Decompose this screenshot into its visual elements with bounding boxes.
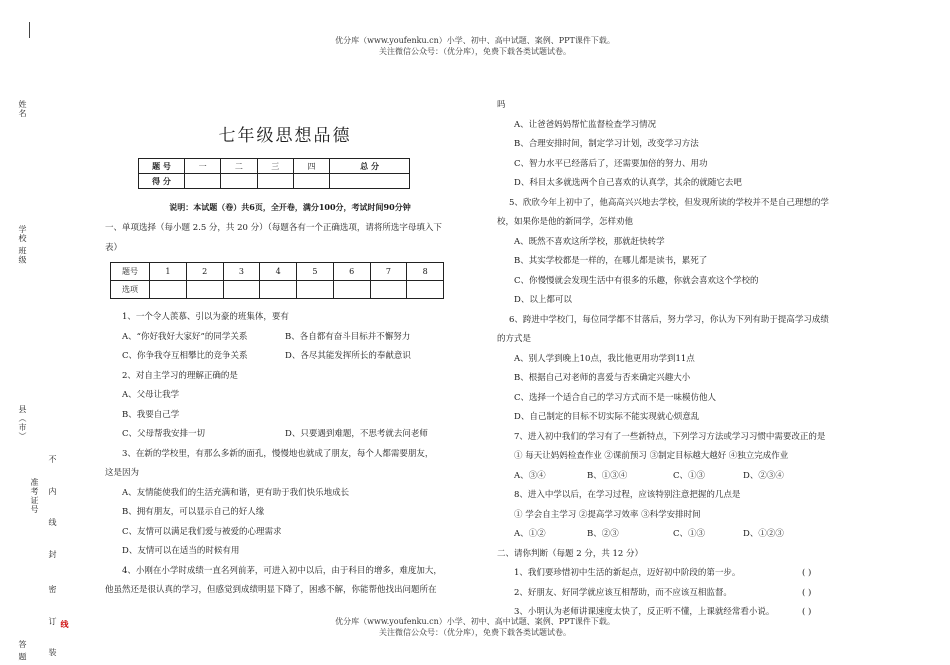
school-class-label: 学校 班级 <box>18 225 27 265</box>
answer-header-label: 题号 <box>111 263 150 281</box>
answer-row-label: 选项 <box>111 281 150 299</box>
seal-red-mark: 线 <box>60 620 70 629</box>
q6-option-b[interactable]: B、根据自己对老师的喜爱与否来确定兴趣大小 <box>514 373 691 383</box>
q4-option-b[interactable]: B、合理安排时间，制定学习计划，改变学习方法 <box>514 139 699 149</box>
q2-stem: 2、对自主学习的理解正确的是 <box>122 370 238 381</box>
seal-char-4: 封 <box>48 550 57 559</box>
answer-header-2: 2 <box>186 263 223 281</box>
left-questions <box>105 308 460 601</box>
q1-row1 <box>105 328 460 348</box>
q1-option-a[interactable]: A、“你好我好大家好”的同学关系 <box>122 331 248 342</box>
q3-option-c[interactable]: C、友情可以满足我们爱与被爱的心理需求 <box>122 526 282 537</box>
q3-option-b[interactable]: B、拥有朋友，可以显示自己的好人缘 <box>122 507 265 517</box>
seal-char-7: 装 <box>48 648 57 657</box>
score-cell-label: 题 号 <box>139 159 185 174</box>
q8-option-d[interactable]: D、①②③ <box>743 529 784 539</box>
q7-option-b[interactable]: B、①③④ <box>587 470 628 481</box>
answer-header-7: 7 <box>370 263 407 281</box>
page-header <box>0 35 950 57</box>
q8-items: ① 学会自主学习 ②提高学习效率 ③科学安排时间 <box>514 509 701 520</box>
corner-tick <box>29 22 30 38</box>
header-line-2: 关注微信公众号：（优分库），免费下载各类试题试卷。 <box>379 47 571 56</box>
score-cell-2: 二 <box>221 159 257 174</box>
q6-stem-cont: 的方式是 <box>497 334 532 344</box>
seal-char-1: 不 <box>48 455 57 464</box>
score-input-2[interactable] <box>221 174 257 189</box>
judge-item-1 <box>497 564 857 584</box>
q5-stem-cont: 校，如果你是他的新同学，怎样劝他 <box>497 217 634 227</box>
q6-option-c[interactable]: C、选择一个适合自己的学习方式而不是一味模仿他人 <box>514 392 717 403</box>
q5-option-d[interactable]: D、以上都可以 <box>514 295 572 305</box>
answer-header-8: 8 <box>407 263 444 281</box>
q1-option-c[interactable]: C、你争我夺互相攀比的竞争关系 <box>122 351 248 361</box>
answer-input-1[interactable] <box>150 281 187 299</box>
q1-row2 <box>105 347 460 367</box>
q2-option-a[interactable]: A、父母让我学 <box>122 390 180 400</box>
q3-stem-cont: 这是因为 <box>105 468 140 478</box>
header-line-1: 优分库（www.youfenku.cn）小学、初中、高中试题、案例、PPT课件下载。 <box>335 36 615 45</box>
score-input-3[interactable] <box>257 174 293 189</box>
score-input-4[interactable] <box>293 174 329 189</box>
score-input-1[interactable] <box>185 174 221 189</box>
answer-header-1: 1 <box>150 263 187 281</box>
q5-stem: 5、欣欣今年上初中了，他高高兴兴地去学校，但发现所读的学校并不是自己理想的学 <box>509 197 829 208</box>
q3-stem: 3、在新的学校里，有那么多新的面孔，慢慢地也就成了朋友，每个人都需要朋友， <box>122 448 434 459</box>
q5-option-a[interactable]: A、既然不喜欢这所学校，那就赶快转学 <box>514 236 665 247</box>
answer-table <box>110 262 444 299</box>
name-label: 姓名 <box>18 100 27 118</box>
q2-option-c[interactable]: C、父母帮我安排一切 <box>122 429 206 439</box>
q3-option-a[interactable]: A、友情能使我们的生活充满和谐，更有助于我们快乐地成长 <box>122 487 350 498</box>
q4-option-a[interactable]: A、让爸爸妈妈帮忙监督检查学习情况 <box>514 119 657 130</box>
q8-stem: 8、进入中学以后，在学习过程，应该特别注意把握的几点是 <box>514 490 741 500</box>
exam-number-label: 准考证号 <box>30 478 39 514</box>
q7-option-c[interactable]: C、①③ <box>673 470 706 481</box>
answer-table-option-row <box>111 281 444 299</box>
q7-option-a[interactable]: A、③④ <box>514 470 546 481</box>
q3-option-d[interactable]: D、友情可以在适当的时候有用 <box>122 546 240 556</box>
q5-option-c[interactable]: C、你慢慢就会发现生活中有很多的乐趣，你就会喜欢这个学校的 <box>514 275 759 286</box>
score-cell-4: 四 <box>293 159 329 174</box>
footer-line-2: 关注微信公众号：（优分库），免费下载各类试题试卷。 <box>379 628 571 637</box>
q4-stem-end: 吗 <box>497 100 506 110</box>
q4-stem-cont: 他虽然还是很认真的学习，但感觉到成绩明显下降了，困惑不解，你能帮他找出问题所在 <box>105 585 437 595</box>
q6-option-a[interactable]: A、别人学到晚上10点，我比他更用功学到11点 <box>514 353 695 364</box>
judge-item-1-text: 1、我们要珍惜初中生活的新起点，迈好初中阶段的第一步。 <box>514 568 741 578</box>
score-table-score-row <box>139 174 410 189</box>
judge-item-3-text: 3、小明认为老师讲课速度太快了，反正听不懂，上课就经常看小说。 <box>514 607 775 617</box>
section2-heading: 二、请你判断（每题 2 分，共 12 分） <box>497 548 644 559</box>
q7-stem: 7、进入初中我们的学习有了一些新特点，下列学习方法或学习习惯中需要改正的是 <box>514 431 826 442</box>
score-table-header-row <box>139 159 410 174</box>
right-column <box>497 96 857 623</box>
q4-option-d[interactable]: D、科目太多就选两个自己喜欢的认真学，其余的就随它去吧 <box>514 178 742 188</box>
answer-input-2[interactable] <box>186 281 223 299</box>
q4-stem: 4、小刚在小学时成绩一直名列前茅，可进入初中以后，由于科目的增多，难度加大， <box>122 565 442 576</box>
q7-option-d[interactable]: D、②③④ <box>743 470 784 481</box>
score-table <box>138 158 410 189</box>
judge-item-2 <box>497 584 857 604</box>
page-footer <box>0 616 950 638</box>
county-label: 县（市） <box>18 405 27 441</box>
q8-option-c[interactable]: C、①③ <box>673 529 706 539</box>
exam-title: 七年级思想品德 <box>218 126 352 146</box>
score-row-label: 得 分 <box>139 174 185 189</box>
answer-header-6: 6 <box>333 263 370 281</box>
judge-answer-2[interactable]: ( ) <box>802 587 812 598</box>
q7-items: ① 每天让妈妈检查作业 ②课前预习 ③制定目标越大越好 ④独立完成作业 <box>514 451 789 461</box>
judge-answer-3[interactable]: ( ) <box>802 607 812 617</box>
footer-line-1: 优分库（www.youfenku.cn）小学、初中、高中试题、案例、PPT课件下载。 <box>335 617 615 626</box>
q1-option-b[interactable]: B、各自都有奋斗目标并不懈努力 <box>285 331 411 342</box>
q2-row2 <box>105 425 460 445</box>
answer-header-5: 5 <box>297 263 334 281</box>
judge-item-2-text: 2、好朋友、好同学就应该互相帮助，而不应该互相监督。 <box>514 587 732 598</box>
q2-option-d[interactable]: D、只要遇到难题，不思考就去问老师 <box>285 429 428 439</box>
q6-stem: 6、跨进中学校门，每位同学都不甘落后，努力学习，你认为下列有助于提高学习成绩 <box>509 314 829 325</box>
answer-input-8[interactable] <box>407 281 444 299</box>
seal-char-6: 订 <box>48 617 57 626</box>
seal-char-2: 内 <box>48 487 57 496</box>
answer-header-4: 4 <box>260 263 297 281</box>
seal-line <box>48 0 58 665</box>
answer-input-6[interactable] <box>333 281 370 299</box>
seal-char-3: 线 <box>48 518 57 527</box>
score-cell-total: 总 分 <box>330 159 410 174</box>
score-cell-1: 一 <box>185 159 221 174</box>
q1-option-d[interactable]: D、各尽其能发挥所长的奉献意识 <box>285 351 411 361</box>
left-column <box>105 219 460 258</box>
seal-char-5: 密 <box>48 585 57 594</box>
answer-header-3: 3 <box>223 263 260 281</box>
answer-input-3[interactable] <box>223 281 260 299</box>
q1-stem: 1、一个令人羡慕、引以为豪的班集体，要有 <box>122 312 289 322</box>
q2-option-b[interactable]: B、我要自己学 <box>122 409 180 420</box>
score-cell-3: 三 <box>257 159 293 174</box>
q4-option-c[interactable]: C、智力水平已经落后了，还需要加倍的努力、用功 <box>514 158 708 169</box>
answer-input-7[interactable] <box>370 281 407 299</box>
score-input-total[interactable] <box>330 174 410 189</box>
q6-option-d[interactable]: D、自己制定的目标不切实际不能实现就心烦意乱 <box>514 412 700 422</box>
answer-input-4[interactable] <box>260 281 297 299</box>
q8-option-b[interactable]: B、②③ <box>587 529 619 539</box>
q8-options-row <box>497 525 857 545</box>
q5-option-b[interactable]: B、其实学校都是一样的，在哪儿都是读书，累死了 <box>514 256 708 266</box>
answer-table-header-row <box>111 263 444 281</box>
section1-heading: 一、单项选择（每小题 2.5 分，共 20 分）（每题各有一个正确选项，请将所选字母填入下 <box>105 223 442 233</box>
exam-note: 说明：本试题（卷）共6页，全开卷，满分100分，考试时间90分钟 <box>169 202 411 212</box>
q8-option-a[interactable]: A、①② <box>514 529 546 539</box>
answer-input-5[interactable] <box>297 281 334 299</box>
answer-label: 答 题 <box>18 640 27 662</box>
section1-heading-cont: 表） <box>105 242 123 253</box>
judge-answer-1[interactable]: ( ) <box>802 568 812 578</box>
q7-options-row <box>497 467 857 487</box>
